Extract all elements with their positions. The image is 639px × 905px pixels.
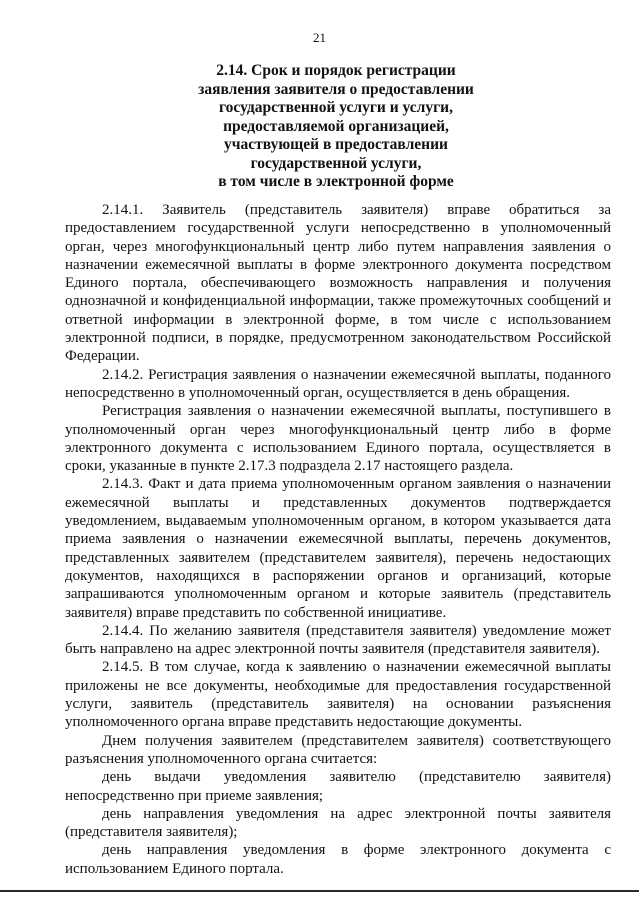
paragraph-receipt-day: Днем получения заявителем (представителем заявителя) соответствующего разъяснения уполномоченного органа считается:: [65, 732, 611, 767]
heading-line: участвующей в предоставлении: [224, 136, 448, 153]
list-item-email-day: день направления уведомления на адрес электронной почты заявителя (представителя заявителя);: [65, 805, 611, 841]
paragraph-2-14-4: 2.14.4. По желанию заявителя (представителя заявителя) уведомление может быть направлено на адрес электронной почты заявителя (представителя заявителя).: [65, 622, 611, 658]
list-item-issue-day: день выдачи уведомления заявителю (представителю заявителя) непосредственно при приеме заявления;: [65, 769, 611, 804]
paragraph-2-14-2: 2.14.2. Регистрация заявления о назначении ежемесячной выплаты, поданного непосредственно в уполномоченный орган, осуществляется в день обращения.: [65, 366, 611, 401]
list-item-portal-day: день направления уведомления в форме электронного документа с использованием Единого портала.: [65, 842, 611, 877]
paragraph-2-14-1: 2.14.1. Заявитель (представитель заявителя) вправе обратиться за предоставлением государственной услуги непосредственно в уполномоченный орган, через многофункциональный центр либо путем направления заявления о назначении ежемесячной выплаты в форме электронного документа посредством Единого портала, обеспечивающего возможность направления и получения однозначной и конфиденциальной информации, также промежуточных сообщений и ответной информации в электронной форме, в том числе с использованием электронной подписи, в порядке, предусмотренном законодательством Российской Федерации.: [65, 202, 611, 365]
section-heading: [150, 62, 522, 192]
heading-line: государственной услуги и услуги,: [219, 99, 453, 116]
heading-line: предоставляемой организацией,: [223, 117, 449, 135]
heading-line: 2.14. Срок и порядок регистрации: [216, 62, 456, 79]
paragraph-registration: Регистрация заявления о назначении ежемесячной выплаты, поступившего в уполномоченный орган через многофункциональный центр либо в форме электронного документа с использованием Единого портала, осуществляется в сроки, указанные в пункте 2.17.3 подраздела 2.17 настоящего раздела.: [65, 403, 611, 475]
page-number: 21: [313, 30, 326, 45]
bottom-divider: [0, 890, 639, 892]
heading-line: в том числе в электронной форме: [218, 173, 454, 190]
document-body: [65, 201, 611, 878]
heading-line: государственной услуги,: [250, 154, 422, 172]
paragraph-2-14-5: 2.14.5. В том случае, когда к заявлению о назначении ежемесячной выплаты приложены не все документы, необходимые для предоставления государственной услуги, заявитель (представитель заявителя) на основании разъяснения уполномоченного органа вправе представить недостающие документы.: [65, 659, 611, 731]
paragraph-2-14-3: 2.14.3. Факт и дата приема уполномоченным органом заявления о назначении ежемесячной выплаты и представленных документов подтверждается уведомлением, выдаваемым уполномоченным органом, в котором указывается дата приема заявления о назначении ежемесячной выплаты, перечень документов, представленных заявителем (представителем заявителя), перечень недостающих документов, находящихся в распоряжении органов и организаций, которые запрашиваются уполномоченным органом и которые заявитель (представитель заявителя) вправе представить по собственной инициативе.: [65, 476, 611, 621]
heading-line: заявления заявителя о предоставлении: [198, 80, 474, 98]
